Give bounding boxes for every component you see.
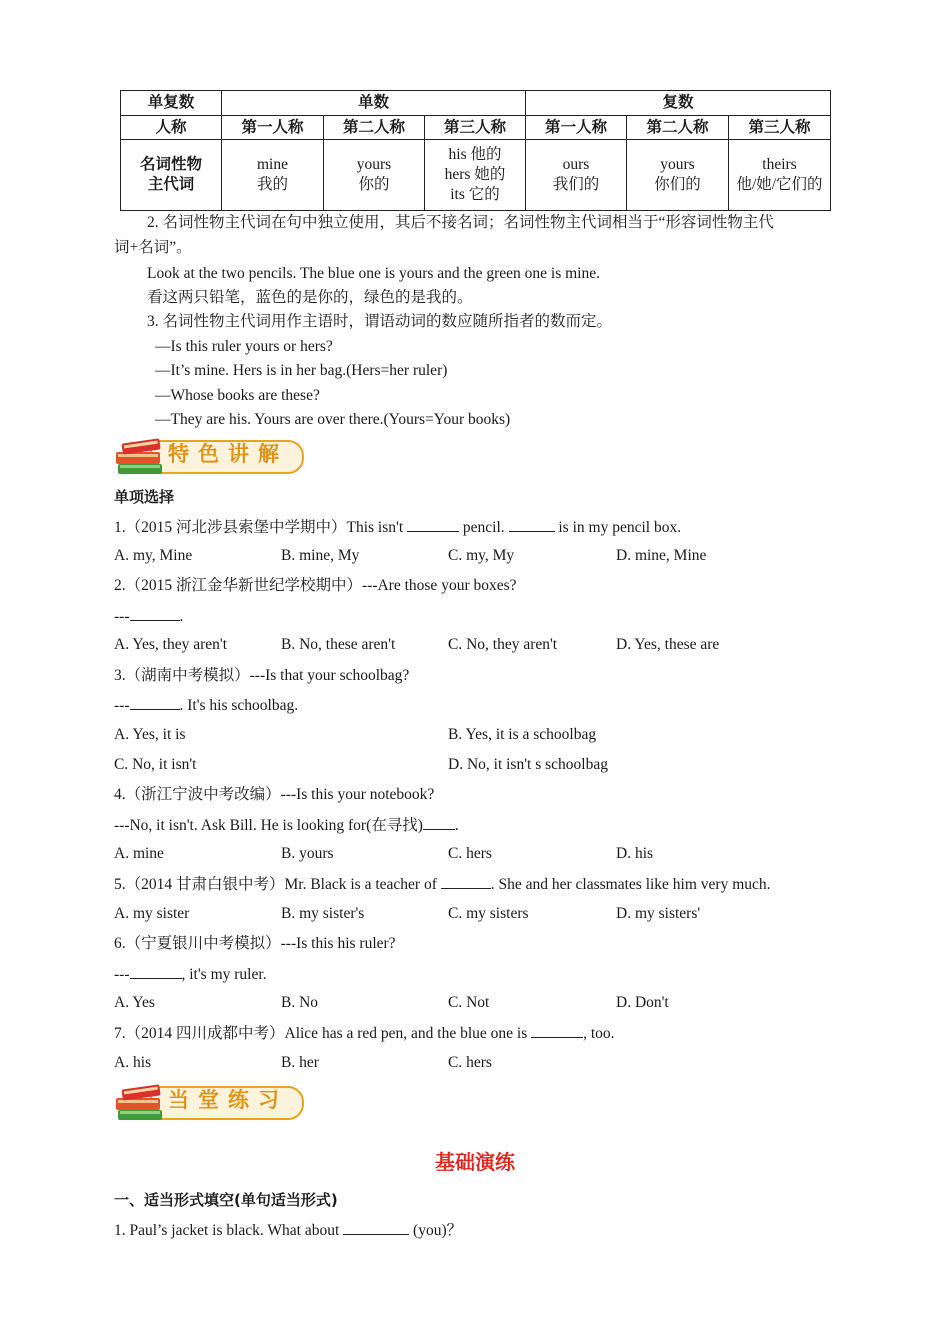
question-1 <box>114 517 681 538</box>
q1-stem-a: 1.（2015 河北涉县索堡中学期中）This isn't <box>114 519 407 536</box>
answer-prefix: --- <box>114 966 130 983</box>
table-person-2: 第二人称 <box>324 116 425 140</box>
table-row-label <box>121 140 222 211</box>
dialog-line: —It’s mine. Hers is in her bag.(Hers=her ruler) <box>155 362 448 379</box>
q7-stem-b: , too. <box>583 1025 615 1042</box>
option-d[interactable]: D. No, it isn't s schoolbag <box>448 756 608 773</box>
answer-blank[interactable] <box>343 1220 409 1235</box>
option-b[interactable]: B. yours <box>281 845 334 862</box>
note-2-line-2: 词+名词”。 <box>114 239 192 256</box>
table-person-6: 第三人称 <box>729 116 831 140</box>
option-b[interactable]: B. No, these aren't <box>281 636 396 653</box>
cell-line: mine <box>257 156 288 173</box>
cell-line: 你们的 <box>654 176 701 193</box>
q7-stem-a: 7.（2014 四川成都中考）Alice has a red pen, and the blue one is <box>114 1025 532 1042</box>
table-cell <box>627 140 729 211</box>
cell-line: hers 她的 <box>444 166 506 183</box>
cell-line: 你的 <box>358 176 390 193</box>
table-header-plural: 复数 <box>526 91 831 116</box>
question-5 <box>114 874 771 895</box>
option-d[interactable]: D. Don't <box>616 994 669 1011</box>
question-3: 3.（湖南中考模拟）---Is that your schoolbag? <box>114 667 410 684</box>
books-icon <box>112 434 172 482</box>
cell-line: yours <box>356 156 392 173</box>
note-3: 3. 名词性物主代词用作主语时，谓语动词的数应随所指者的数而定。 <box>147 313 613 330</box>
option-c[interactable]: C. No, they aren't <box>448 636 558 653</box>
option-c[interactable]: C. my sisters <box>448 905 529 922</box>
practice-section: 一、适当形式填空(单句适当形式) <box>114 1191 338 1209</box>
option-d[interactable]: D. Yes, these are <box>616 636 720 653</box>
cell-line: 我的 <box>256 176 288 193</box>
answer-blank[interactable] <box>509 517 555 532</box>
q5-stem-b: . She and her classmates like him very much. <box>490 876 771 893</box>
question-3-answer <box>114 695 298 716</box>
table-person-3: 第三人称 <box>425 116 526 140</box>
option-d[interactable]: D. his <box>616 845 654 862</box>
dialog-line: —Is this ruler yours or hers? <box>155 338 333 355</box>
practice-q1-stem-b: (you)？ <box>409 1222 463 1239</box>
option-a[interactable]: A. Yes <box>114 994 155 1011</box>
question-2-answer <box>114 606 183 627</box>
table-cell <box>425 140 526 211</box>
answer-suffix: . <box>179 608 184 625</box>
option-a[interactable]: A. Yes, it is <box>114 726 186 743</box>
option-a[interactable]: A. mine <box>114 845 164 862</box>
option-b[interactable]: B. No <box>281 994 319 1011</box>
answer-blank[interactable] <box>423 815 455 830</box>
answer-blank[interactable] <box>130 964 182 979</box>
question-2: 2.（2015 浙江金华新世纪学校期中）---Are those your boxes? <box>114 577 517 594</box>
option-d[interactable]: D. mine, Mine <box>616 547 707 564</box>
table-cell <box>324 140 425 211</box>
cell-line: 我们的 <box>552 176 600 193</box>
row-label-line-2: 主代词 <box>147 176 195 193</box>
practice-title: 基础演练 <box>435 1150 515 1174</box>
answer-prefix: --- <box>114 697 130 714</box>
option-a[interactable]: A. his <box>114 1054 152 1071</box>
cell-line: his 他的 <box>448 146 502 163</box>
option-c[interactable]: C. hers <box>448 845 492 862</box>
table-header-singular: 单数 <box>222 91 526 116</box>
q4-line2-a: ---No, it isn't. Ask Bill. He is looking for(在寻找) <box>114 817 423 834</box>
banner-title: 特色讲解 <box>168 442 288 466</box>
table-cell <box>526 140 627 211</box>
option-a[interactable]: A. my, Mine <box>114 547 193 564</box>
question-6: 6.（宁夏银川中考模拟）---Is this his ruler? <box>114 935 396 952</box>
dialog-line: —They are his. Yours are over there.(Yours=Your books) <box>155 411 511 428</box>
option-c[interactable]: C. hers <box>448 1054 492 1071</box>
option-b[interactable]: B. my sister's <box>281 905 365 922</box>
question-4-line-2 <box>114 815 459 836</box>
option-a[interactable]: A. my sister <box>114 905 190 922</box>
table-person-4: 第一人称 <box>526 116 627 140</box>
books-icon <box>112 1080 172 1128</box>
banner-class-practice <box>112 1080 312 1128</box>
cell-line: 他/她/它们的 <box>736 176 823 193</box>
question-4: 4.（浙江宁波中考改编）---Is this your notebook? <box>114 786 435 803</box>
practice-question-1 <box>114 1220 462 1241</box>
q4-line2-b: . <box>454 817 459 834</box>
answer-blank[interactable] <box>130 695 180 710</box>
answer-blank[interactable] <box>407 517 459 532</box>
note-2-line-1: 2. 名词性物主代词在句中独立使用，其后不接名词；名词性物主代词相当于“形容词性物主代 <box>147 214 774 231</box>
option-b[interactable]: B. Yes, it is a schoolbag <box>448 726 597 743</box>
example-chinese: 看这两只铅笔，蓝色的是你的，绿色的是我的。 <box>147 289 473 306</box>
option-c[interactable]: C. No, it isn't <box>114 756 197 773</box>
table-person-1: 第一人称 <box>222 116 324 140</box>
table-person-5: 第二人称 <box>627 116 729 140</box>
practice-q1-stem-a: 1. Paul’s jacket is black. What about <box>114 1222 344 1239</box>
cell-line: ours <box>562 156 590 173</box>
table-cell <box>729 140 831 211</box>
cell-line: theirs <box>762 156 797 173</box>
option-b[interactable]: B. her <box>281 1054 319 1071</box>
cell-line: its 它的 <box>450 186 500 203</box>
answer-blank[interactable] <box>130 606 180 621</box>
banner-feature-explanation <box>112 434 312 482</box>
answer-blank[interactable] <box>441 874 491 889</box>
q1-stem-b: pencil. <box>459 519 509 536</box>
banner-title: 当堂练习 <box>168 1088 288 1112</box>
q5-stem-a: 5.（2014 甘肃白银中考）Mr. Black is a teacher of <box>114 876 441 893</box>
table-cell <box>222 140 324 211</box>
answer-suffix: . It's his schoolbag. <box>179 697 299 714</box>
cell-line: yours <box>660 156 695 173</box>
row-label-line-1: 名词性物 <box>139 156 202 173</box>
option-a[interactable]: A. Yes, they aren't <box>114 636 228 653</box>
example-english: Look at the two pencils. The blue one is yours and the green one is mine. <box>147 265 600 282</box>
q1-stem-c: is in my pencil box. <box>554 519 682 536</box>
answer-blank[interactable] <box>531 1023 583 1038</box>
section-label: 单项选择 <box>114 488 175 506</box>
table-person-label: 人称 <box>121 116 222 140</box>
answer-suffix: , it's my ruler. <box>181 966 267 983</box>
dialog-line: —Whose books are these? <box>155 387 320 404</box>
question-6-answer <box>114 964 267 985</box>
option-b[interactable]: B. mine, My <box>281 547 360 564</box>
option-d[interactable]: D. my sisters' <box>616 905 701 922</box>
answer-prefix: --- <box>114 608 130 625</box>
pronoun-table <box>120 90 831 211</box>
table-header-number: 单复数 <box>121 91 222 116</box>
option-c[interactable]: C. my, My <box>448 547 515 564</box>
option-c[interactable]: C. Not <box>448 994 490 1011</box>
question-7 <box>114 1023 615 1044</box>
